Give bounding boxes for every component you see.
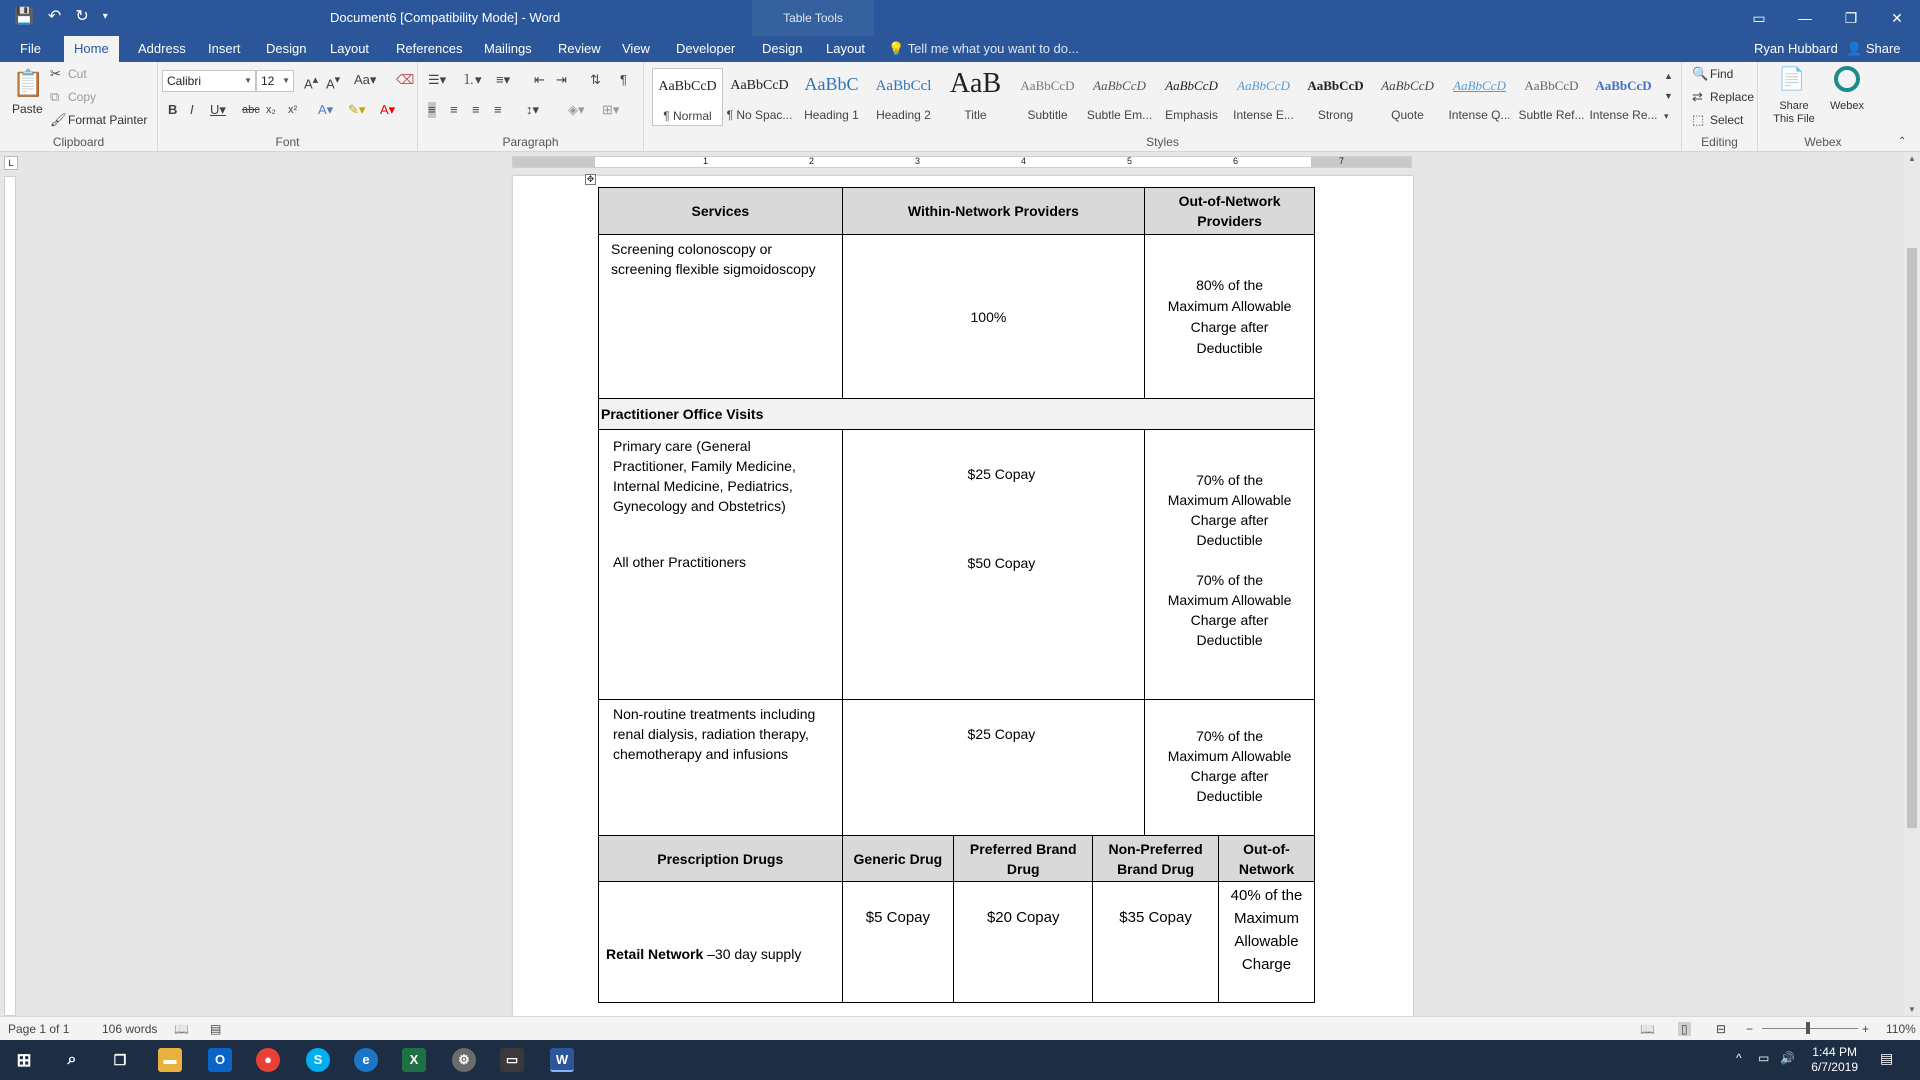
collapse-ribbon-icon[interactable]: ⌃ <box>1898 136 1907 147</box>
style-sample: AaBbCcD <box>1595 78 1652 93</box>
skype-icon[interactable]: S <box>306 1048 330 1072</box>
chevron-down-icon: ▼ <box>282 76 290 85</box>
status-bar <box>0 1016 1920 1040</box>
ribbon-tabs <box>0 36 1920 62</box>
style-intense-emphasis[interactable] <box>1228 68 1299 126</box>
justify-icon[interactable]: ≡ <box>494 102 502 117</box>
style-emphasis[interactable] <box>1156 68 1227 126</box>
clock-date: 6/7/2019 <box>1811 1060 1858 1074</box>
share-file-icon[interactable]: 📄 <box>1778 66 1806 91</box>
chevron-down-icon: ▼ <box>244 76 252 85</box>
vertical-ruler[interactable] <box>4 176 16 1016</box>
cell-text: $50 Copay <box>967 555 1036 571</box>
zoom-slider-thumb[interactable] <box>1806 1022 1810 1034</box>
styles-more-icon[interactable]: ▾ <box>1664 111 1669 121</box>
vertical-scrollbar[interactable] <box>1904 152 1920 1016</box>
styles-scroll-up-icon[interactable]: ▲ <box>1664 71 1673 81</box>
word-count[interactable]: 106 words <box>102 1022 158 1036</box>
tell-me-text: Tell me what you want to do... <box>907 41 1079 56</box>
style-strong[interactable] <box>1300 68 1371 126</box>
style-no-spacing[interactable] <box>724 68 795 126</box>
tab-references[interactable]: References <box>396 41 463 56</box>
ruler-number: 5 <box>1127 156 1133 166</box>
style-sample: AaBbC <box>804 74 859 94</box>
align-center-icon[interactable]: ≡ <box>450 102 458 117</box>
person-icon: 👤 <box>1846 41 1866 56</box>
cell-text: $5 Copay <box>865 909 931 926</box>
style-name: Heading 2 <box>876 108 931 122</box>
preferred-copay[interactable] <box>954 882 1093 1003</box>
outlook-icon[interactable]: O <box>208 1048 232 1072</box>
align-left-icon[interactable]: ≡ <box>428 102 436 117</box>
service-screening[interactable] <box>599 235 843 399</box>
ribbon-display-icon[interactable]: ▭ <box>1752 9 1766 26</box>
clear-formatting-icon[interactable]: ⌫ <box>396 72 415 87</box>
format-painter-button[interactable]: Format Painter <box>68 113 148 127</box>
ruler-number: 7 <box>1339 156 1345 166</box>
benefits-table <box>598 187 1315 836</box>
page-count[interactable]: Page 1 of 1 <box>8 1022 70 1036</box>
excel-icon[interactable]: X <box>402 1048 426 1072</box>
header-within-network[interactable] <box>842 188 1144 235</box>
quick-access-toolbar <box>14 6 108 28</box>
sort-icon[interactable]: ⇅ <box>590 72 601 87</box>
style-sample: AaBbCcl <box>875 78 932 94</box>
style-heading-1[interactable] <box>796 68 867 126</box>
grow-font-icon[interactable]: A▴ <box>304 74 319 92</box>
table-row <box>599 700 1315 836</box>
out-primary-other[interactable] <box>1145 430 1315 700</box>
app-settings-icon[interactable]: ⚙ <box>452 1048 476 1072</box>
copy-button[interactable]: Copy <box>68 90 97 104</box>
proofing-icon[interactable]: 📖 <box>174 1022 189 1036</box>
generic-copay[interactable] <box>842 882 954 1003</box>
retail-supply-text: –30 day supply <box>703 946 802 962</box>
style-name: Subtitle <box>1027 108 1068 122</box>
cell-text: 80% of the Maximum Allowable Charge after Deductible <box>1167 276 1292 356</box>
tab-home[interactable]: Home <box>64 36 119 62</box>
table-tools-context-label: Table Tools <box>752 0 874 36</box>
style-quote[interactable] <box>1372 68 1443 126</box>
windows-start-icon[interactable]: ⊞ <box>16 1050 32 1070</box>
style-intense-reference[interactable] <box>1588 68 1659 126</box>
header-non-preferred-brand[interactable] <box>1093 836 1219 882</box>
clipboard-group <box>0 62 158 152</box>
tab-developer[interactable]: Developer <box>676 41 736 56</box>
paragraph-group-label: Paragraph <box>502 135 559 149</box>
chrome-icon[interactable]: ● <box>256 1048 280 1072</box>
style-subtitle[interactable] <box>1012 68 1083 126</box>
paste-button[interactable]: Paste <box>12 102 43 116</box>
clipboard-group-label: Clipboard <box>52 135 105 149</box>
cell-text: 40% of the Maximum Allowable Charge <box>1230 887 1303 973</box>
tab-address[interactable]: Address <box>138 41 186 56</box>
cut-icon[interactable]: ✂ <box>50 66 61 81</box>
show-marks-icon[interactable]: ¶ <box>620 72 627 87</box>
table-row <box>599 882 1315 1003</box>
font-color-icon[interactable]: A▾ <box>380 102 396 117</box>
style-name: Title <box>964 108 987 122</box>
select-icon[interactable]: ⬚ <box>1692 112 1705 127</box>
redo-icon[interactable]: ↻ <box>75 8 89 25</box>
windows-taskbar <box>0 1040 1920 1080</box>
cell-text: 70% of the Maximum Allowable Charge after Deductible <box>1167 572 1292 648</box>
ruler-number: 6 <box>1233 156 1239 166</box>
zoom-level[interactable]: 110% <box>1886 1022 1916 1036</box>
retail-network-label: Retail Network <box>606 946 704 962</box>
cell-text: 100% <box>970 308 1007 325</box>
format-painter-icon[interactable]: 🖌 <box>50 112 67 127</box>
cell-text: Non-routine treatments including renal dialysis, radiation therapy, chemotherapy and infusions <box>613 706 816 762</box>
table-header-row <box>599 188 1315 235</box>
tray-chevron-icon[interactable]: ^ <box>1736 1051 1742 1065</box>
find-button[interactable]: Find <box>1710 67 1734 81</box>
numbering-icon[interactable]: ⒈▾ <box>462 72 482 87</box>
borders-icon[interactable]: ⊞▾ <box>602 102 620 117</box>
undo-icon[interactable]: ↶ <box>47 8 62 25</box>
tell-me-search[interactable] <box>888 36 1079 62</box>
style-sample: AaBbCcD <box>1453 78 1506 93</box>
find-icon[interactable]: 🔍 <box>1692 66 1709 81</box>
service-nonroutine[interactable] <box>599 700 843 836</box>
cell-text: 70% of the Maximum Allowable Charge after Deductible <box>1167 728 1292 804</box>
zoom-slider-track[interactable] <box>1762 1028 1858 1029</box>
font-size-combo[interactable] <box>256 70 294 92</box>
tab-mailings[interactable]: Mailings <box>484 41 532 56</box>
notification-icon[interactable]: ▤ <box>1880 1050 1894 1066</box>
font-group-label: Font <box>275 135 300 149</box>
style-name: Intense E... <box>1233 108 1294 122</box>
section-practitioner-office-visits[interactable] <box>599 399 1315 430</box>
tab-selector[interactable]: L <box>4 156 18 170</box>
header-text: Services <box>691 203 750 219</box>
close-icon[interactable]: ✕ <box>1891 9 1903 26</box>
editing-group <box>1682 62 1758 152</box>
style-sample: AaBbCcD <box>1165 78 1218 93</box>
cell-text: 70% of the Maximum Allowable Charge after Deductible <box>1167 472 1292 548</box>
tab-view[interactable]: View <box>622 41 650 56</box>
window-controls <box>1736 0 1920 36</box>
style-sample: AaBbCcD <box>1524 78 1579 93</box>
out-of-network-rate[interactable] <box>1219 882 1315 1003</box>
zoom-out-icon[interactable]: − <box>1746 1022 1754 1036</box>
macro-icon[interactable]: ▤ <box>210 1022 222 1036</box>
table-row <box>599 430 1315 700</box>
table-header-row <box>599 836 1315 882</box>
style-heading-2[interactable] <box>868 68 939 126</box>
text-effects-icon[interactable]: A▾ <box>318 102 334 117</box>
prescription-table <box>598 835 1315 1003</box>
read-mode-icon[interactable]: 📖 <box>1640 1022 1655 1036</box>
header-out-of-network[interactable] <box>1219 836 1315 882</box>
shrink-font-icon[interactable]: A▾ <box>326 74 341 92</box>
within-nonroutine[interactable] <box>842 700 1144 836</box>
copy-icon[interactable]: ⧉ <box>50 89 60 104</box>
style-subtle-emphasis[interactable] <box>1084 68 1155 126</box>
document-title: Document6 [Compatibility Mode] - Word <box>330 10 561 25</box>
style-sample: AaBbCcD <box>730 78 789 93</box>
style-name: Strong <box>1317 108 1354 122</box>
ribbon-home <box>0 62 1920 152</box>
header-text: Non-Preferred Brand Drug <box>1108 840 1203 877</box>
table-move-handle-icon[interactable]: ✥ <box>586 174 595 184</box>
lightbulb-icon: 💡 <box>888 41 908 56</box>
document-page[interactable] <box>513 176 1413 1016</box>
shading-icon[interactable]: ◈▾ <box>568 102 585 117</box>
retail-network-cell[interactable] <box>599 882 843 1003</box>
share-button[interactable] <box>1846 36 1901 62</box>
style-title[interactable] <box>940 68 1011 126</box>
style-sample: AaB <box>949 68 1002 99</box>
webex-group-label: Webex <box>1804 135 1842 149</box>
ruler-number: 3 <box>915 156 921 166</box>
webex-icon[interactable] <box>1834 66 1860 92</box>
customize-qat-icon[interactable]: ▾ <box>102 11 108 22</box>
cell-text: $20 Copay <box>986 909 1060 926</box>
strikethrough-icon[interactable]: abc <box>242 104 260 116</box>
tab-table-layout[interactable]: Layout <box>826 41 866 56</box>
style-sample: AaBbCcD <box>1020 78 1075 93</box>
header-generic-drug[interactable] <box>842 836 954 882</box>
ruler-right-margin <box>1311 157 1411 167</box>
header-out-of-network[interactable] <box>1145 188 1315 235</box>
style-name: ¶ No Spac... <box>726 108 793 122</box>
zoom-in-icon[interactable]: + <box>1862 1022 1870 1036</box>
editing-group-label: Editing <box>1701 135 1738 149</box>
media-app-icon[interactable]: ▭ <box>500 1048 524 1072</box>
title-bar <box>0 0 1920 36</box>
service-primary-other[interactable] <box>599 430 843 700</box>
cell-text: Screening colonoscopy or screening flexible sigmoidoscopy <box>611 241 816 277</box>
system-clock[interactable] <box>1811 1045 1858 1075</box>
style-subtle-reference[interactable] <box>1516 68 1587 126</box>
internet-explorer-icon[interactable]: e <box>354 1048 378 1072</box>
style-name: Intense Q... <box>1448 108 1511 122</box>
multilevel-list-icon[interactable]: ≡▾ <box>496 72 511 87</box>
scrollbar-thumb[interactable] <box>1907 248 1917 828</box>
tab-insert[interactable]: Insert <box>208 41 241 56</box>
out-screening[interactable] <box>1145 235 1315 399</box>
font-group <box>158 62 418 152</box>
style-name: Subtle Em... <box>1086 108 1153 122</box>
style-name: Intense Re... <box>1589 108 1658 122</box>
header-services[interactable] <box>599 188 843 235</box>
paste-icon[interactable]: 📋 <box>12 68 45 98</box>
scroll-up-icon[interactable]: ▲ <box>1908 154 1916 163</box>
styles-group <box>644 62 1682 152</box>
web-layout-icon[interactable]: ⊟ <box>1716 1022 1727 1036</box>
header-text: Generic Drug <box>853 850 943 867</box>
nonpreferred-copay[interactable] <box>1093 882 1219 1003</box>
style-name: Heading 1 <box>804 108 859 122</box>
style-sample: AaBbCcD <box>1237 78 1290 93</box>
tab-layout[interactable]: Layout <box>330 41 370 56</box>
replace-button[interactable]: Replace <box>1710 90 1755 104</box>
line-spacing-icon[interactable]: ↕▾ <box>526 102 540 117</box>
header-text: Out-of-Network <box>1238 840 1295 877</box>
share-label: Share <box>1865 41 1901 56</box>
select-button[interactable]: Select <box>1710 113 1744 127</box>
header-text: Out-of-Network Providers <box>1178 193 1281 229</box>
ruler-left-margin <box>513 157 595 167</box>
network-icon[interactable]: ▭ <box>1758 1051 1770 1065</box>
header-text: Within-Network Providers <box>907 203 1079 219</box>
share-this-file-button[interactable]: Share This File <box>1773 100 1815 125</box>
cell-text: $25 Copay <box>967 466 1036 482</box>
style-normal[interactable] <box>652 68 723 126</box>
bullets-icon[interactable]: ☰▾ <box>428 72 447 87</box>
within-primary-other[interactable] <box>842 430 1144 700</box>
file-explorer-icon[interactable]: ▬ <box>158 1048 182 1072</box>
cell-text: $25 Copay <box>967 726 1036 742</box>
tab-design[interactable]: Design <box>266 41 307 56</box>
style-sample: AaBbCcD <box>1093 78 1146 93</box>
header-text: Prescription Drugs <box>657 850 784 867</box>
style-name: Subtle Ref... <box>1518 108 1585 122</box>
webex-button[interactable]: Webex <box>1830 100 1865 112</box>
decrease-indent-icon[interactable]: ⇤ <box>534 72 545 87</box>
cell-text: Primary care (General Practitioner, Family Medicine, Internal Medicine, Pediatrics, Gynecology and Obstetrics) <box>613 438 796 514</box>
tab-table-design[interactable]: Design <box>762 41 803 56</box>
style-sample: AaBbCcD <box>1307 78 1364 93</box>
styles-group-label: Styles <box>1146 135 1179 149</box>
style-name: Emphasis <box>1165 108 1218 122</box>
ruler-number: 1 <box>703 156 709 166</box>
header-prescription-drugs[interactable] <box>599 836 843 882</box>
font-name-combo[interactable] <box>162 70 256 92</box>
section-row <box>599 399 1315 430</box>
styles-scroll-down-icon[interactable]: ▼ <box>1664 91 1673 101</box>
user-name[interactable]: Ryan Hubbard <box>1754 41 1838 56</box>
subscript-icon[interactable]: x₂ <box>266 104 276 116</box>
style-sample: AaBbCcD <box>658 79 717 94</box>
ruler-number: 2 <box>809 156 815 166</box>
superscript-icon[interactable]: x² <box>288 104 298 116</box>
cut-button[interactable]: Cut <box>68 67 87 81</box>
ruler-number: 4 <box>1021 156 1027 166</box>
change-case-icon[interactable]: Aa▾ <box>354 72 377 87</box>
replace-icon[interactable]: ⇄ <box>1692 89 1703 104</box>
search-icon[interactable]: ⌕ <box>67 1051 77 1068</box>
font-name-value: Calibri <box>167 74 202 88</box>
italic-icon[interactable]: I <box>190 102 194 117</box>
horizontal-ruler[interactable] <box>512 156 1412 168</box>
header-text: Preferred Brand Drug <box>969 840 1077 877</box>
save-icon[interactable]: 💾 <box>14 8 34 25</box>
bold-icon[interactable]: B <box>168 102 178 117</box>
highlight-icon[interactable]: ✎▾ <box>348 102 366 117</box>
minimize-icon[interactable]: — <box>1798 10 1812 26</box>
cell-text: All other Practitioners <box>613 554 747 570</box>
cell-text: $35 Copay <box>1119 909 1192 926</box>
font-size-value: 12 <box>261 74 275 88</box>
section-text: Practitioner Office Visits <box>601 406 764 422</box>
increase-indent-icon[interactable]: ⇥ <box>556 72 567 87</box>
print-layout-icon[interactable]: ▯ <box>1678 1022 1691 1036</box>
scroll-down-icon[interactable]: ▼ <box>1908 1005 1916 1014</box>
volume-icon[interactable]: 🔊 <box>1780 1051 1795 1065</box>
restore-icon[interactable]: ❐ <box>1844 9 1858 26</box>
underline-icon[interactable]: U▾ <box>210 102 226 117</box>
webex-group <box>1758 62 1888 152</box>
align-right-icon[interactable]: ≡ <box>472 102 480 117</box>
tab-file[interactable]: File <box>20 41 41 56</box>
clock-time: 1:44 PM <box>1812 1045 1857 1059</box>
tab-review[interactable]: Review <box>558 41 601 56</box>
out-nonroutine[interactable] <box>1145 700 1315 836</box>
paragraph-group <box>418 62 644 152</box>
table-row <box>599 235 1315 399</box>
header-preferred-brand[interactable] <box>954 836 1093 882</box>
style-name: Quote <box>1391 108 1424 122</box>
style-sample: AaBbCcD <box>1381 78 1434 93</box>
style-name: ¶ Normal <box>663 109 712 123</box>
task-view-icon[interactable]: ❐ <box>113 1052 127 1068</box>
word-icon[interactable]: W <box>550 1048 574 1072</box>
style-intense-quote[interactable] <box>1444 68 1515 126</box>
within-screening[interactable] <box>842 235 1144 399</box>
